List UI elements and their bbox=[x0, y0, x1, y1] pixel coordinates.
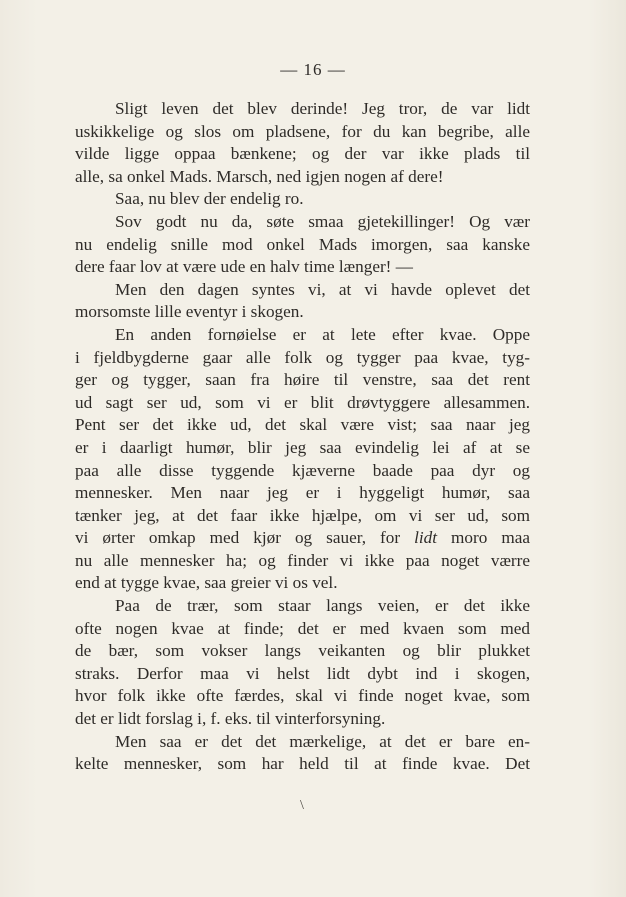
text-line: tænker jeg, at det faar ikke hjælpe, om vi ser ud, som bbox=[75, 505, 530, 525]
italic-word: lidt bbox=[414, 528, 438, 548]
text-line: straks. Derfor maa vi helst lidt dybt ind i skogen, bbox=[75, 663, 530, 683]
text-line-with-italic bbox=[75, 527, 530, 550]
text-line: i fjeldbygderne gaar alle folk og tygger paa kvae, tyg- bbox=[75, 347, 530, 367]
text-line: dere faar lov at være ude en halv time længer! — bbox=[75, 257, 413, 277]
text-line: ofte nogen kvae at finde; det er med kvaen som med bbox=[75, 618, 530, 638]
text-line: Men den dagen syntes vi, at vi havde oplevet det bbox=[115, 279, 530, 299]
text-line: de bær, som vokser langs veikanten og blir plukket bbox=[75, 641, 530, 661]
text-line: Pent ser det ikke ud, det skal være vist; saa naar jeg bbox=[75, 415, 530, 435]
text-line: nu endelig snille mod onkel Mads imorgen, saa kanske bbox=[75, 234, 530, 254]
bottom-mark: \ bbox=[300, 798, 304, 813]
text-line: alle, sa onkel Mads. Marsch, ned igjen nogen af dere! bbox=[75, 166, 444, 186]
text-line: nu alle mennesker ha; og finder vi ikke paa noget værre bbox=[75, 550, 530, 570]
text-line: morsomste lille eventyr i skogen. bbox=[75, 302, 304, 322]
body-text bbox=[75, 98, 530, 776]
text-line: En anden fornøielse er at lete efter kvae. Oppe bbox=[115, 324, 530, 344]
text-line: Sligt leven det blev derinde! Jeg tror, de var lidt bbox=[115, 99, 530, 118]
text-line: paa alle disse tyggende kjæverne baade paa dyr og bbox=[75, 460, 530, 480]
text-line: det er lidt forslag i, f. eks. til vinterforsyning. bbox=[75, 709, 386, 729]
text-line: kelte mennesker, som har held til at finde kvae. Det bbox=[75, 754, 530, 774]
text-line: Sov godt nu da, søte smaa gjetekillinger! Og vær bbox=[115, 211, 530, 231]
text-line: hvor folk ikke ofte færdes, skal vi finde noget kvae, som bbox=[75, 686, 530, 706]
text-line: ger og tygger, saan fra høire til venstre, saa det rent bbox=[75, 370, 530, 390]
text-line: vilde ligge oppaa bænkene; og der var ikke plads til bbox=[75, 144, 530, 164]
page-number: — 16 — bbox=[280, 60, 346, 79]
text-segment: vi ørter omkap med kjør og sauer, for bbox=[75, 528, 415, 548]
text-line: Men saa er det det mærkelige, at det er bare en- bbox=[115, 731, 530, 751]
text-line: er i daarligt humør, blir jeg saa evindelig lei af at se bbox=[75, 437, 530, 457]
text-segment: moro maa bbox=[437, 528, 530, 548]
text-line: Saa, nu blev der endelig ro. bbox=[115, 189, 304, 209]
text-line: ud sagt ser ud, som vi er blit drøvtyggere allesammen. bbox=[75, 392, 530, 412]
text-line: end at tygge kvae, saa greier vi os vel. bbox=[75, 573, 338, 593]
text-line: uskikkelige og slos om pladsene, for du kan begribe, alle bbox=[75, 121, 530, 141]
text-line: Paa de trær, som staar langs veien, er det ikke bbox=[115, 596, 530, 616]
text-line: mennesker. Men naar jeg er i hyggeligt humør, saa bbox=[75, 483, 530, 503]
